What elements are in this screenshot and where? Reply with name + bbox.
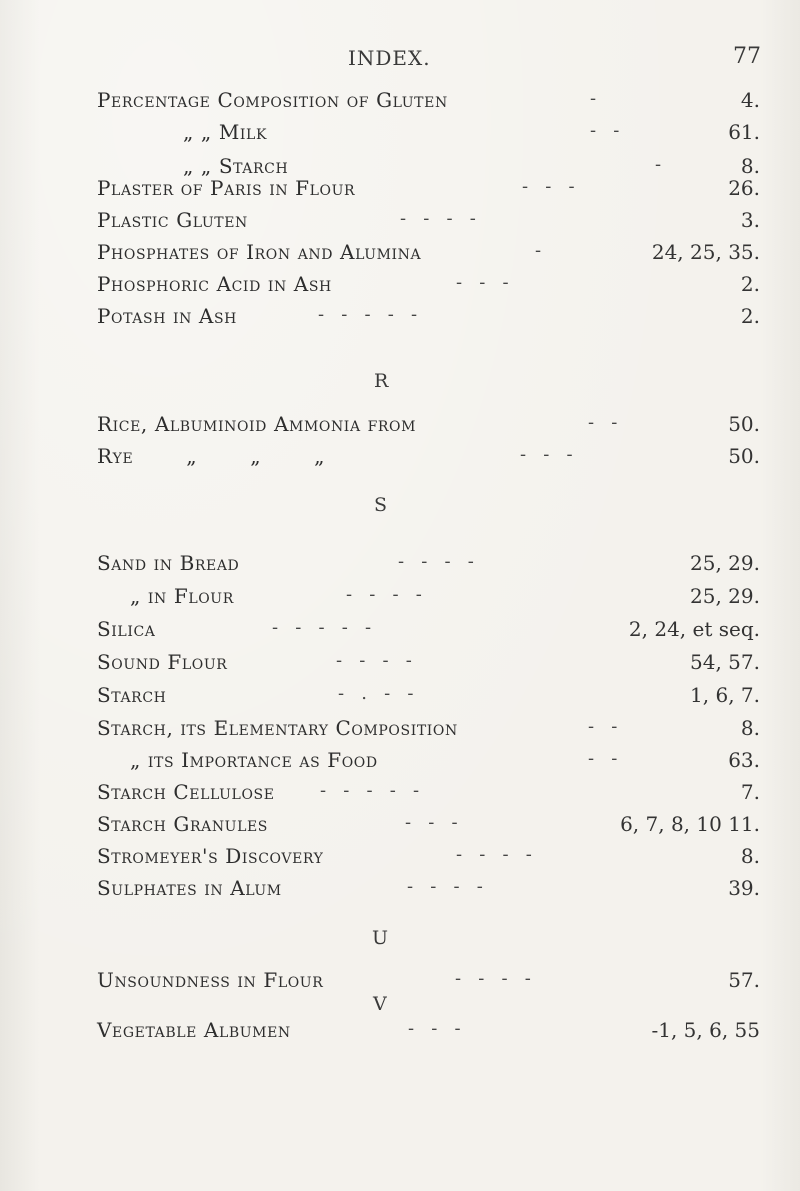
page-references: 50. bbox=[728, 444, 760, 468]
page-references: 61. bbox=[728, 120, 760, 144]
index-entry: Sound Flour bbox=[97, 650, 228, 674]
leader-dashes: - - - - - bbox=[318, 304, 418, 325]
index-entry: Potash in Ash bbox=[97, 304, 237, 328]
running-header-title: INDEX. bbox=[348, 46, 431, 70]
page-references: 26. bbox=[728, 176, 760, 200]
index-row bbox=[0, 650, 800, 684]
index-row bbox=[0, 1018, 800, 1052]
section-letter-v: V bbox=[373, 993, 387, 1015]
index-entry: Vegetable Albumen bbox=[97, 1018, 291, 1042]
leader-dashes: - . - - bbox=[338, 683, 414, 704]
index-row bbox=[0, 272, 800, 306]
page-references: 1, 6, 7. bbox=[690, 683, 760, 707]
index-row bbox=[0, 551, 800, 585]
leader-dashes: - - bbox=[588, 748, 618, 769]
leader-dashes: - - - - bbox=[398, 551, 474, 572]
index-row bbox=[0, 584, 800, 618]
index-row bbox=[0, 716, 800, 750]
leader-dashes: - - bbox=[590, 120, 620, 141]
index-row bbox=[0, 208, 800, 242]
page-references: 63. bbox=[728, 748, 760, 772]
index-entry: Starch bbox=[97, 683, 167, 707]
index-entry: „ „ Starch bbox=[183, 154, 289, 178]
page-references: 2. bbox=[740, 272, 760, 296]
leader-dashes: - - - bbox=[456, 272, 509, 293]
leader-dashes: - - - - - bbox=[272, 617, 372, 638]
page-references: 8. bbox=[740, 844, 760, 868]
page-number: 77 bbox=[733, 44, 761, 69]
index-row bbox=[0, 780, 800, 814]
index-entry: Silica bbox=[97, 617, 156, 641]
section-letter-r: R bbox=[374, 370, 389, 392]
index-row bbox=[0, 240, 800, 274]
page-references: 57. bbox=[728, 968, 760, 992]
index-entry: Phosphoric Acid in Ash bbox=[97, 272, 332, 296]
index-entry: Plastic Gluten bbox=[97, 208, 248, 232]
leader-dashes: - - - - bbox=[455, 968, 531, 989]
page-references: 25, 29. bbox=[690, 584, 760, 608]
index-entry: Stromeyer's Discovery bbox=[97, 844, 324, 868]
index-entry: Plaster of Paris in Flour bbox=[97, 176, 356, 200]
leader-dashes: - - bbox=[588, 716, 618, 737]
page-references: 39. bbox=[728, 876, 760, 900]
section-letter-s: S bbox=[374, 494, 388, 516]
index-entry: Rice, Albuminoid Ammonia from bbox=[97, 412, 417, 436]
index-entry: „ its Importance as Food bbox=[130, 748, 378, 772]
leader-dashes: - - - bbox=[408, 1018, 461, 1039]
index-row bbox=[0, 617, 800, 651]
leader-dashes: - bbox=[590, 88, 597, 109]
leader-dashes: - - - bbox=[405, 812, 458, 833]
index-entry: Percentage Composition of Gluten bbox=[97, 88, 448, 112]
leader-dashes: - - - - bbox=[456, 844, 532, 865]
leader-dashes: - bbox=[535, 240, 542, 261]
page-references: 8. bbox=[740, 154, 760, 178]
page-references: 25, 29. bbox=[690, 551, 760, 575]
page-references: 7. bbox=[740, 780, 760, 804]
page-references: 6, 7, 8, 10 11. bbox=[620, 812, 760, 836]
index-entry: Sand in Bread bbox=[97, 551, 240, 575]
leader-dashes: - - - - bbox=[336, 650, 412, 671]
index-entry: „ in Flour bbox=[130, 584, 234, 608]
index-entry: Unsoundness in Flour bbox=[97, 968, 324, 992]
leader-dashes: - - - bbox=[522, 176, 575, 197]
page-references: 2, 24, et seq. bbox=[628, 617, 760, 641]
index-row bbox=[0, 876, 800, 910]
section-letter-u: U bbox=[372, 927, 389, 949]
index-entry: Rye „ „ „ bbox=[97, 444, 326, 468]
index-entry: Starch Granules bbox=[97, 812, 268, 836]
index-row bbox=[0, 844, 800, 878]
index-row bbox=[0, 412, 800, 446]
index-entry: Sulphates in Alum bbox=[97, 876, 282, 900]
index-row bbox=[0, 968, 800, 1002]
page-references: 3. bbox=[740, 208, 760, 232]
page-references: 8. bbox=[740, 716, 760, 740]
index-row bbox=[0, 88, 800, 122]
leader-dashes: - - - - bbox=[346, 584, 422, 605]
index-row bbox=[0, 176, 800, 210]
index-row bbox=[0, 444, 800, 478]
index-row bbox=[0, 304, 800, 338]
index-entry: Starch Cellulose bbox=[97, 780, 275, 804]
page-references: -1, 5, 6, 55 bbox=[651, 1018, 760, 1042]
index-row bbox=[0, 748, 800, 782]
index-row bbox=[0, 812, 800, 846]
leader-dashes: - - - - bbox=[407, 876, 483, 897]
leader-dashes: - - - bbox=[520, 444, 573, 465]
index-entry: Phosphates of Iron and Alumina bbox=[97, 240, 422, 264]
page-references: 4. bbox=[740, 88, 760, 112]
leader-dashes: - - - - bbox=[400, 208, 476, 229]
leader-dashes: - - bbox=[588, 412, 618, 433]
index-row bbox=[0, 120, 800, 154]
page-references: 24, 25, 35. bbox=[651, 240, 760, 264]
leader-dashes: - bbox=[655, 154, 662, 175]
page-references: 54, 57. bbox=[690, 650, 760, 674]
leader-dashes: - - - - - bbox=[320, 780, 420, 801]
index-entry: „ „ Milk bbox=[183, 120, 268, 144]
index-row bbox=[0, 683, 800, 717]
index-entry: Starch, its Elementary Composition bbox=[97, 716, 458, 740]
page-references: 50. bbox=[728, 412, 760, 436]
page-references: 2. bbox=[740, 304, 760, 328]
